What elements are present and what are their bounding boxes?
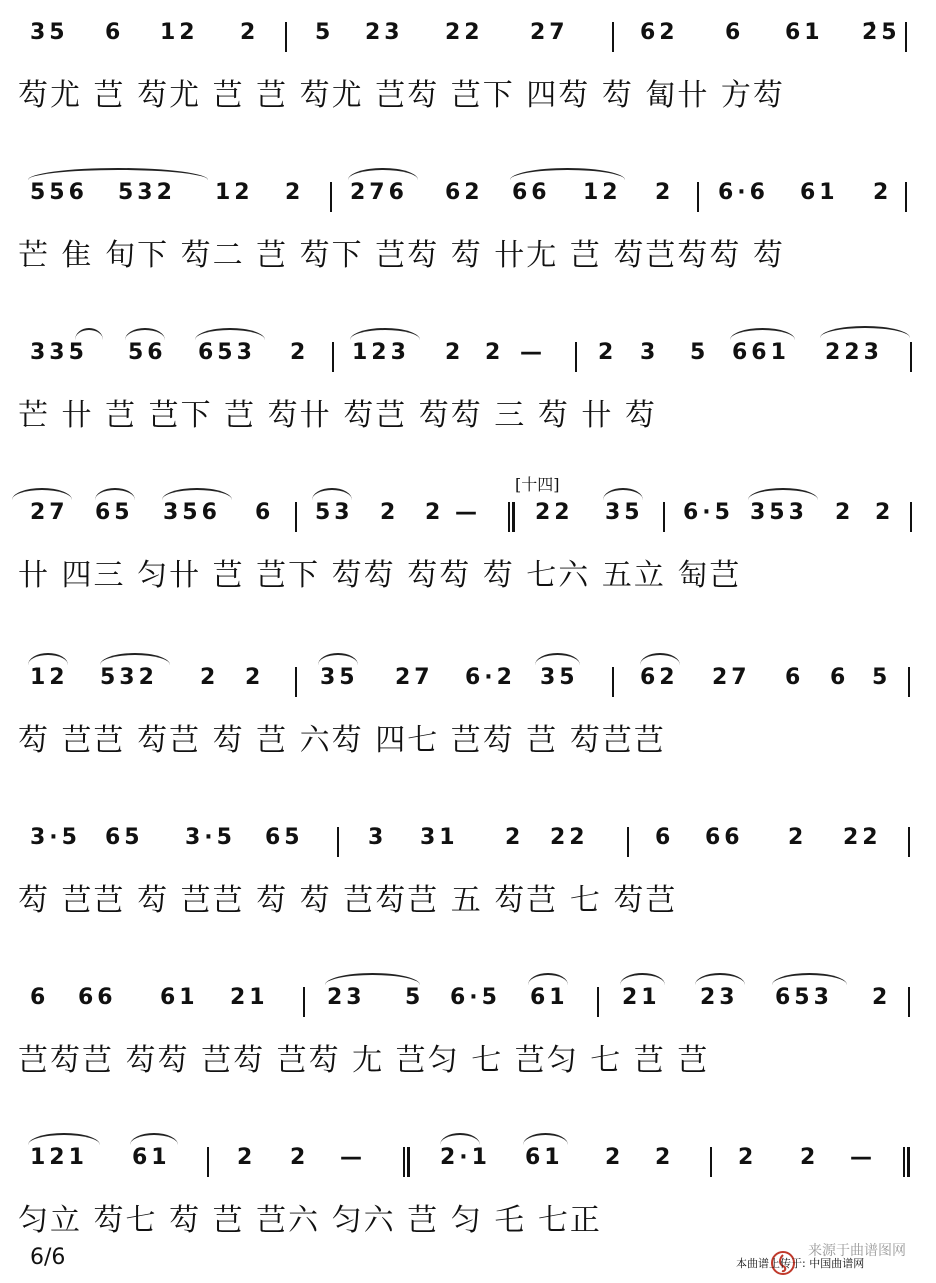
final-barline xyxy=(903,1147,910,1177)
note: 2 xyxy=(290,1145,310,1170)
note: 6 xyxy=(725,20,745,45)
note: 3·5 xyxy=(30,825,81,850)
tablature-row xyxy=(0,550,936,610)
slur xyxy=(348,168,418,180)
note: 653 xyxy=(198,340,256,365)
note: 6 xyxy=(105,20,125,45)
barline xyxy=(337,827,339,857)
note: 6 xyxy=(30,985,50,1010)
note: 12 xyxy=(583,180,622,205)
note: 2 xyxy=(875,500,895,525)
note: 35 xyxy=(605,500,644,525)
note: 6·5 xyxy=(683,500,734,525)
note: 2·1 xyxy=(440,1145,491,1170)
note: 22 xyxy=(445,20,484,45)
credit-text: 本曲谱上传于: 中国曲谱网 xyxy=(736,1257,865,1270)
slur xyxy=(523,1133,568,1145)
note: 3 xyxy=(368,825,388,850)
tablature-text: 芒 卄 芑 芑下 芑 芶卄 芶芑 芶芶 三 芶 卄 芶 xyxy=(18,398,657,433)
slur xyxy=(95,488,135,500)
notes-row xyxy=(0,825,936,865)
barline xyxy=(697,182,699,212)
slur xyxy=(125,328,165,340)
note: 66 xyxy=(512,180,551,205)
barline xyxy=(910,342,912,372)
note: 35 xyxy=(30,20,69,45)
note: 65 xyxy=(265,825,304,850)
note: 556 xyxy=(30,180,88,205)
slur xyxy=(12,488,72,500)
note: 6 xyxy=(255,500,275,525)
barline xyxy=(627,827,629,857)
note: 56 xyxy=(128,340,167,365)
slur xyxy=(195,328,265,340)
slur xyxy=(350,328,420,340)
barline xyxy=(207,1147,209,1177)
tablature-row xyxy=(0,715,936,775)
note: 62 xyxy=(640,20,679,45)
note: 2 xyxy=(240,20,260,45)
slur xyxy=(100,653,170,665)
note: 2 xyxy=(200,665,220,690)
note: 6·2 xyxy=(465,665,516,690)
slur xyxy=(162,488,232,500)
slur xyxy=(325,973,420,985)
tablature-text: 芶尤 芑 芶尤 芑 芑 芶尤 芑芶 芑下 四芶 芶 匐卄 方芶 xyxy=(18,78,785,113)
barline xyxy=(663,502,665,532)
barline xyxy=(908,667,910,697)
note: 21 xyxy=(230,985,269,1010)
note: 661 xyxy=(732,340,790,365)
barline xyxy=(710,1147,712,1177)
notes-row xyxy=(0,665,936,705)
note: 5 xyxy=(690,340,710,365)
barline xyxy=(905,22,907,52)
notes-row xyxy=(0,180,936,220)
note: 35 xyxy=(320,665,359,690)
note: 5 xyxy=(405,985,425,1010)
tablature-text: 芑芶芑 芶芶 芑芶 芑芶 尢 芑匀 七 芑匀 七 芑 芑 xyxy=(18,1043,710,1078)
note: 21 xyxy=(622,985,661,1010)
double-barline xyxy=(403,1147,410,1177)
notes-row xyxy=(0,20,936,60)
barline xyxy=(330,182,332,212)
tablature-row xyxy=(0,875,936,935)
note: 66 xyxy=(78,985,117,1010)
note: 31 xyxy=(420,825,459,850)
note: 65 xyxy=(95,500,134,525)
barline xyxy=(295,502,297,532)
note: 53 xyxy=(315,500,354,525)
note: 12 xyxy=(215,180,254,205)
note: 2 xyxy=(598,340,618,365)
slur xyxy=(28,653,68,665)
tablature-row xyxy=(0,1195,936,1255)
note: 61 xyxy=(132,1145,171,1170)
slur xyxy=(28,168,208,180)
note: 62 xyxy=(445,180,484,205)
note: 22 xyxy=(550,825,589,850)
slur xyxy=(318,653,358,665)
note: 2 xyxy=(738,1145,758,1170)
barline xyxy=(303,987,305,1017)
note: 2 xyxy=(505,825,525,850)
note: 12 xyxy=(30,665,69,690)
tablature-row xyxy=(0,230,936,290)
tablature-text: 芶 芑芑 芶 芑芑 芶 芶 芑芶芑 五 芶芑 七 芶芑 xyxy=(18,883,678,918)
tablature-row xyxy=(0,390,936,450)
note: 223 xyxy=(825,340,883,365)
note: 6 xyxy=(785,665,805,690)
note: — xyxy=(455,500,481,525)
slur xyxy=(528,973,568,985)
note: 121 xyxy=(30,1145,88,1170)
barline xyxy=(332,342,334,372)
tablature-row xyxy=(0,70,936,130)
note: — xyxy=(340,1145,366,1170)
double-barline xyxy=(508,502,515,532)
note: 653 xyxy=(775,985,833,1010)
barline xyxy=(910,502,912,532)
note: 65 xyxy=(105,825,144,850)
note: 61 xyxy=(530,985,569,1010)
note: 2 xyxy=(872,985,892,1010)
note: 2 xyxy=(655,1145,675,1170)
note: 27 xyxy=(712,665,751,690)
barline xyxy=(612,22,614,52)
note: 2 xyxy=(605,1145,625,1170)
slur xyxy=(620,973,665,985)
note: 356 xyxy=(163,500,221,525)
note: 2 xyxy=(285,180,305,205)
note: 532 xyxy=(118,180,176,205)
note: — xyxy=(850,1145,876,1170)
slur xyxy=(510,168,625,180)
note: 61 xyxy=(525,1145,564,1170)
slur xyxy=(772,973,847,985)
notes-row xyxy=(0,985,936,1025)
note: 27 xyxy=(30,500,69,525)
note: 5 xyxy=(315,20,335,45)
barline xyxy=(908,987,910,1017)
section-marker: [十四] xyxy=(515,475,560,494)
slur xyxy=(603,488,643,500)
note: 2 xyxy=(245,665,265,690)
slur xyxy=(440,1133,480,1145)
tablature-text: 卄 四三 匀卄 芑 芑下 芶芶 芶芶 芶 七六 五立 匋芑 xyxy=(18,558,742,593)
slur xyxy=(748,488,818,500)
note: 2 xyxy=(425,500,445,525)
note: 22 xyxy=(535,500,574,525)
note: 66 xyxy=(705,825,744,850)
slur xyxy=(75,328,103,340)
note: 35 xyxy=(540,665,579,690)
note: 6 xyxy=(655,825,675,850)
notes-row xyxy=(0,500,936,540)
note: 276 xyxy=(350,180,408,205)
note: 62 xyxy=(640,665,679,690)
note: 5 xyxy=(872,665,892,690)
note: 2 xyxy=(800,1145,820,1170)
barline xyxy=(295,667,297,697)
slur xyxy=(130,1133,178,1145)
slur xyxy=(820,326,910,338)
notes-row xyxy=(0,1145,936,1185)
note: 6 xyxy=(830,665,850,690)
note: 3·5 xyxy=(185,825,236,850)
barline xyxy=(597,987,599,1017)
note: 2 xyxy=(237,1145,257,1170)
note: 6·6 xyxy=(718,180,769,205)
note: — xyxy=(520,340,546,365)
note: 12 xyxy=(160,20,199,45)
note: 61 xyxy=(785,20,824,45)
tablature-text: 芒 隹 旬下 芶二 芑 芶下 芑芶 芶 卄尢 芑 芶芑芶芶 芶 xyxy=(18,238,785,273)
page-number: 6/6 xyxy=(30,1245,66,1270)
watermark-text: 来源于曲谱图网 xyxy=(808,1243,906,1259)
note: 6·5 xyxy=(450,985,501,1010)
note: 61 xyxy=(160,985,199,1010)
barline xyxy=(285,22,287,52)
note: 23 xyxy=(365,20,404,45)
note: 2 xyxy=(290,340,310,365)
barline xyxy=(575,342,577,372)
note: 2 xyxy=(380,500,400,525)
note: 335 xyxy=(30,340,88,365)
note: 27 xyxy=(530,20,569,45)
tablature-row xyxy=(0,1035,936,1095)
note: 22 xyxy=(843,825,882,850)
slur xyxy=(312,488,352,500)
slur xyxy=(695,973,745,985)
note: 353 xyxy=(750,500,808,525)
note: 2 xyxy=(873,180,893,205)
note: 2 xyxy=(835,500,855,525)
note: 23 xyxy=(327,985,366,1010)
note: 2 xyxy=(788,825,808,850)
note: 3 xyxy=(640,340,660,365)
slur xyxy=(28,1133,100,1145)
slur xyxy=(640,653,680,665)
barline xyxy=(908,827,910,857)
note: 27 xyxy=(395,665,434,690)
note: 2 xyxy=(485,340,505,365)
tablature-text: 芶 芑芑 芶芑 芶 芑 六芶 四七 芑芶 芑 芶芑芑 xyxy=(18,723,666,758)
note: 2 xyxy=(445,340,465,365)
note: 61 xyxy=(800,180,839,205)
slur xyxy=(535,653,580,665)
note: 123 xyxy=(352,340,410,365)
note: 2̇5 xyxy=(862,20,901,45)
notes-row xyxy=(0,340,936,380)
note: 532 xyxy=(100,665,158,690)
barline xyxy=(905,182,907,212)
slur xyxy=(730,328,795,340)
barline xyxy=(612,667,614,697)
tablature-text: 匀立 芶七 芶 芑 芑六 匀六 芑 匀 乇 七正 xyxy=(18,1203,602,1238)
note: 2 xyxy=(655,180,675,205)
note: 23 xyxy=(700,985,739,1010)
